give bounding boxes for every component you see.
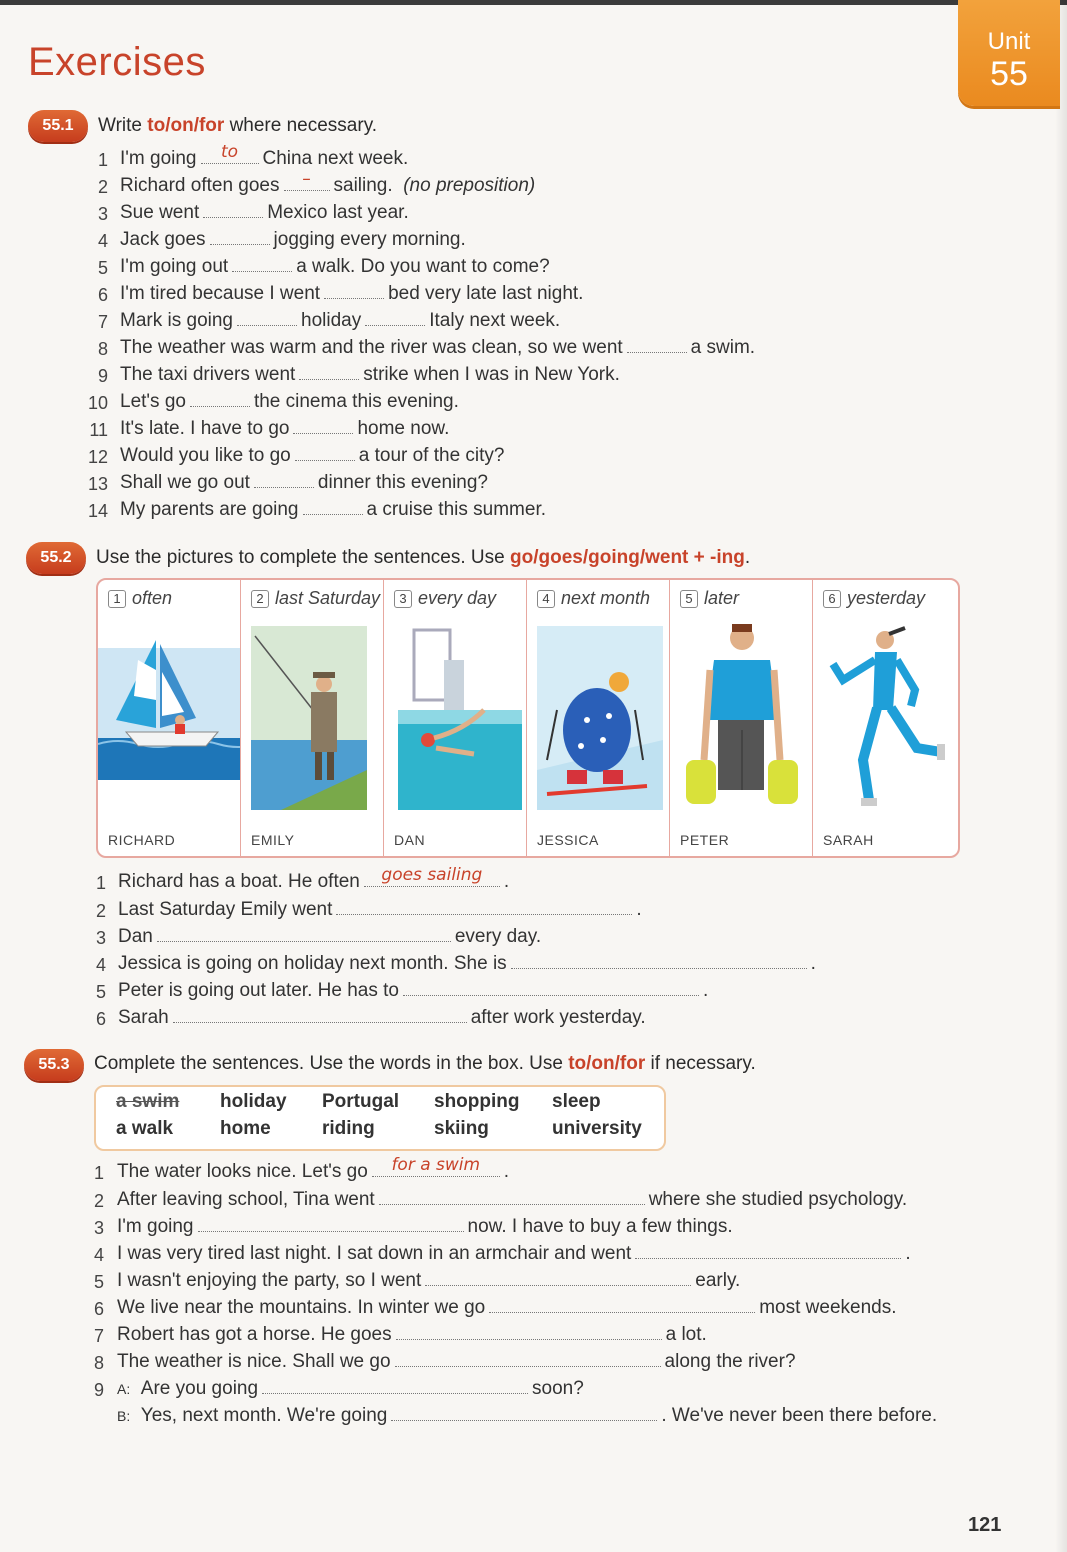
item-text: . <box>503 1161 510 1182</box>
item-text: China next week. <box>262 148 409 169</box>
item-number: 7 <box>93 1326 104 1346</box>
exercise-item <box>117 1189 907 1211</box>
item-text: bed very late last night. <box>388 283 584 304</box>
item-number: 6 <box>97 285 108 305</box>
word: home <box>220 1118 271 1139</box>
picture-name: SARAH <box>823 832 874 848</box>
picture-number: 3 <box>394 590 412 608</box>
exercise-item <box>120 472 488 494</box>
answer-blank[interactable] <box>365 310 425 326</box>
picture-panel-emily <box>241 580 384 856</box>
instruction-highlight: to/on/for <box>147 115 225 136</box>
picture-time: yesterday <box>847 588 926 608</box>
exercise-item <box>118 899 642 921</box>
item-text: It's late. I have to go <box>120 418 290 439</box>
item-text: Shall we go out <box>120 472 250 493</box>
exercise-item <box>120 499 546 521</box>
skiing-illustration <box>527 620 669 820</box>
item-text: . <box>503 871 510 892</box>
item-number: 5 <box>93 1272 104 1292</box>
item-text: sailing. <box>333 175 393 196</box>
unit-tab <box>958 0 1060 106</box>
example-answer: goes sailing <box>381 865 483 885</box>
item-text: I'm going <box>120 148 197 169</box>
picture-time: last Saturday <box>275 588 381 608</box>
example-answer: for a swim <box>391 1155 481 1175</box>
word: a walk <box>116 1118 174 1139</box>
word: shopping <box>434 1091 520 1112</box>
answer-blank[interactable] <box>173 1007 467 1023</box>
answer-blank[interactable] <box>395 1351 661 1367</box>
sailing-illustration <box>98 620 240 820</box>
item-text: Peter is going out later. He has to <box>118 980 399 1001</box>
item-text: soon? <box>532 1378 584 1399</box>
item-number: 11 <box>89 420 108 440</box>
item-text: Jack goes <box>120 229 206 250</box>
item-text: Let's go <box>120 391 186 412</box>
instruction-text: Use the pictures to complete the sentences. Use <box>96 547 510 568</box>
exercise-item <box>118 953 816 975</box>
picture-panel-dan <box>384 580 527 856</box>
example-answer: – <box>302 169 311 189</box>
item-text: Last Saturday Emily went <box>118 899 333 920</box>
item-text: . <box>702 980 709 1001</box>
answer-blank[interactable] <box>396 1324 662 1340</box>
instruction-text: Write <box>98 115 148 136</box>
picture-number: 5 <box>680 590 698 608</box>
picture-time: later <box>704 588 740 608</box>
word: Portugal <box>322 1091 400 1112</box>
jogging-illustration <box>813 620 956 820</box>
instruction-text: where necessary. <box>224 115 378 136</box>
exercise-item <box>117 1216 733 1238</box>
item-text: a cruise this summer. <box>366 499 546 520</box>
item-number: 5 <box>97 258 108 278</box>
item-number: 1 <box>95 873 106 893</box>
item-number: 9 <box>93 1380 104 1400</box>
item-number: 3 <box>93 1218 104 1238</box>
swimming-illustration <box>384 620 526 820</box>
word: skiing <box>434 1118 489 1139</box>
exercise-item <box>118 865 510 893</box>
instruction-highlight: go/goes/going/went + -ing <box>510 547 745 568</box>
item-number: 2 <box>97 177 108 197</box>
picture-panel-richard <box>98 580 241 856</box>
item-note: (no preposition) <box>403 175 536 196</box>
shopping-illustration <box>670 620 812 820</box>
word: university <box>552 1118 642 1139</box>
item-number: 9 <box>97 366 108 386</box>
picture-name: PETER <box>680 832 730 848</box>
page-shadow <box>1055 0 1067 1552</box>
answer-blank[interactable] <box>198 1216 464 1232</box>
picture-caption <box>394 588 496 609</box>
page-number: 121 <box>968 1514 1002 1536</box>
exercise-badge-55-2: 55.2 <box>26 542 86 574</box>
exercise-item <box>117 1243 911 1265</box>
answer-blank[interactable] <box>379 1189 645 1205</box>
top-edge <box>0 0 1067 5</box>
answer-blank[interactable] <box>203 202 263 218</box>
item-text: most weekends. <box>759 1297 897 1318</box>
item-number: 5 <box>95 982 106 1002</box>
answer-blank[interactable] <box>237 310 297 326</box>
exercise-item <box>118 980 708 1002</box>
picture-number: 6 <box>823 590 841 608</box>
item-text: . <box>636 899 642 920</box>
item-number: 1 <box>97 150 108 170</box>
item-text: Yes, next month. We're going <box>140 1405 388 1426</box>
item-text: Sarah <box>118 1007 169 1028</box>
item-text: I was very tired last night. I sat down in an armchair and went <box>117 1243 632 1264</box>
item-text: I wasn't enjoying the party, so I went <box>117 1270 422 1291</box>
answer-blank[interactable] <box>511 953 807 969</box>
exercise-item <box>117 1324 707 1346</box>
item-text: The water looks nice. Let's go <box>117 1161 368 1182</box>
exercise-item <box>118 1007 646 1029</box>
answer-blank[interactable] <box>635 1243 901 1259</box>
item-text: the cinema this evening. <box>253 391 459 412</box>
item-text: Mexico last year. <box>267 202 409 223</box>
item-number: 12 <box>88 447 109 467</box>
item-text: . <box>905 1243 911 1264</box>
item-text: Would you like to go <box>120 445 291 466</box>
fishing-illustration <box>241 620 383 820</box>
answer-blank[interactable] <box>364 865 500 887</box>
answer-blank[interactable] <box>299 364 359 380</box>
item-text: I'm tired because I went <box>120 283 321 304</box>
item-text: The taxi drivers went <box>120 364 296 385</box>
answer-blank[interactable] <box>157 926 451 942</box>
word: holiday <box>220 1091 287 1112</box>
answer-blank[interactable] <box>190 391 250 407</box>
picture-panel-peter <box>670 580 813 856</box>
item-number: 6 <box>93 1299 104 1319</box>
exercise-item <box>120 256 550 278</box>
exercise-instruction <box>94 1053 756 1075</box>
exercise-item <box>120 418 449 440</box>
exercise-item <box>120 391 459 413</box>
picture-caption <box>108 588 172 609</box>
answer-blank[interactable] <box>232 256 292 272</box>
item-text: After leaving school, Tina went <box>117 1189 375 1210</box>
item-text: My parents are going <box>120 499 299 520</box>
item-text: I'm going out <box>120 256 229 277</box>
item-text: dinner this evening? <box>317 472 488 493</box>
item-number: 2 <box>95 901 106 921</box>
exercise-item <box>117 1378 584 1400</box>
instruction-text: Complete the sentences. Use the words in the box. Use <box>94 1053 569 1074</box>
exercise-badge-55-1: 55.1 <box>28 110 88 142</box>
picture-panel-sarah <box>813 580 956 856</box>
exercise-item <box>117 1155 510 1183</box>
exercise-instruction <box>96 547 750 569</box>
item-number: 8 <box>93 1353 104 1373</box>
picture-time: every day <box>418 588 497 608</box>
exercise-item <box>117 1270 740 1292</box>
picture-time: next month <box>561 588 651 608</box>
item-text: home now. <box>357 418 450 439</box>
item-number: 3 <box>97 204 108 224</box>
item-text: Dan <box>118 926 153 947</box>
picture-time: often <box>132 588 173 608</box>
exercise-item <box>120 202 409 224</box>
speaker-label: A: <box>117 1381 131 1397</box>
item-number: 14 <box>88 501 109 521</box>
answer-blank[interactable] <box>295 445 355 461</box>
item-number: 4 <box>95 955 106 975</box>
item-text: now. I have to buy a few things. <box>467 1216 733 1237</box>
picture-number: 4 <box>537 590 555 608</box>
item-text: Jessica is going on holiday next month. She is <box>118 953 507 974</box>
answer-blank[interactable] <box>284 169 330 191</box>
picture-caption <box>537 588 650 609</box>
item-text: where she studied psychology. <box>648 1189 908 1210</box>
instruction-text: if necessary. <box>645 1053 756 1074</box>
answer-blank[interactable] <box>391 1405 657 1421</box>
item-text: Richard often goes <box>120 175 280 196</box>
answer-blank[interactable] <box>324 283 384 299</box>
exercise-item <box>120 283 583 305</box>
item-text: The weather is nice. Shall we go <box>117 1351 391 1372</box>
answer-blank[interactable] <box>627 337 687 353</box>
item-number: 1 <box>93 1163 104 1183</box>
exercise-item <box>117 1405 937 1427</box>
answer-blank[interactable] <box>489 1297 755 1313</box>
picture-number: 2 <box>251 590 269 608</box>
word: riding <box>322 1118 375 1139</box>
exercise-item <box>117 1351 796 1373</box>
item-text: Italy next week. <box>429 310 561 331</box>
exercise-item <box>120 337 755 359</box>
item-number: 8 <box>97 339 108 359</box>
answer-blank[interactable] <box>210 229 270 245</box>
item-number: 3 <box>95 928 106 948</box>
speaker-label: B: <box>117 1408 131 1424</box>
picture-panel-jessica <box>527 580 670 856</box>
example-answer: to <box>220 142 239 162</box>
exercise-item <box>120 445 505 467</box>
picture-strip <box>96 578 960 858</box>
item-number: 7 <box>97 312 108 332</box>
exercise-instruction <box>98 115 377 137</box>
exercise-item <box>118 926 541 948</box>
page-title: Exercises <box>28 40 206 84</box>
answer-blank[interactable] <box>336 899 632 915</box>
item-number: 13 <box>88 474 109 494</box>
item-number: 4 <box>93 1245 104 1265</box>
item-text: Sue went <box>120 202 200 223</box>
item-text: a walk. Do you want to come? <box>296 256 550 277</box>
unit-label: Unit <box>987 28 1031 55</box>
picture-caption <box>823 588 925 609</box>
answer-blank[interactable] <box>403 980 699 996</box>
word-box <box>94 1085 666 1151</box>
exercise-item <box>120 229 466 251</box>
item-text: Richard has a boat. He often <box>118 871 360 892</box>
answer-blank[interactable] <box>372 1155 500 1177</box>
answer-blank[interactable] <box>201 142 259 164</box>
item-number: 10 <box>88 393 109 413</box>
picture-name: JESSICA <box>537 832 599 848</box>
item-text: . We've never been there before. <box>661 1405 938 1426</box>
picture-name: EMILY <box>251 832 295 848</box>
item-text: Are you going <box>140 1378 259 1399</box>
exercise-badge-55-3: 55.3 <box>24 1049 84 1081</box>
unit-number: 55 <box>990 55 1028 93</box>
instruction-highlight: to/on/for <box>568 1053 646 1074</box>
answer-blank[interactable] <box>262 1378 528 1394</box>
item-number: 4 <box>97 231 108 251</box>
exercise-item <box>120 142 409 170</box>
item-text: a swim. <box>690 337 756 358</box>
exercise-item <box>117 1297 897 1319</box>
exercise-item <box>120 364 620 386</box>
item-text: holiday <box>301 310 362 331</box>
exercise-item <box>120 169 536 197</box>
answer-blank[interactable] <box>293 418 353 434</box>
item-text: after work yesterday. <box>470 1007 646 1028</box>
picture-caption <box>680 588 739 609</box>
picture-name: DAN <box>394 832 426 848</box>
item-text: early. <box>695 1270 741 1291</box>
picture-name: RICHARD <box>108 832 176 848</box>
item-text: Mark is going <box>120 310 233 331</box>
item-text: every day. <box>454 926 542 947</box>
item-text: We live near the mountains. In winter we go <box>117 1297 486 1318</box>
item-text: a lot. <box>665 1324 707 1345</box>
item-text: Robert has got a horse. He goes <box>117 1324 392 1345</box>
exercise-item <box>120 310 560 332</box>
item-number: 2 <box>93 1191 104 1211</box>
answer-blank[interactable] <box>425 1270 691 1286</box>
word-used: a swim <box>116 1091 180 1112</box>
item-text: strike when I was in New York. <box>363 364 620 385</box>
picture-caption <box>251 588 380 609</box>
instruction-text: . <box>744 547 751 568</box>
answer-blank[interactable] <box>254 472 314 488</box>
item-text: The weather was warm and the river was clean, so we went <box>120 337 623 358</box>
item-text: a tour of the city? <box>358 445 505 466</box>
item-number: 6 <box>95 1009 106 1029</box>
item-text: along the river? <box>664 1351 796 1372</box>
answer-blank[interactable] <box>303 499 363 515</box>
item-text: I'm going <box>117 1216 194 1237</box>
item-text: . <box>810 953 816 974</box>
picture-number: 1 <box>108 590 126 608</box>
word: sleep <box>552 1091 601 1112</box>
item-text: jogging every morning. <box>273 229 466 250</box>
